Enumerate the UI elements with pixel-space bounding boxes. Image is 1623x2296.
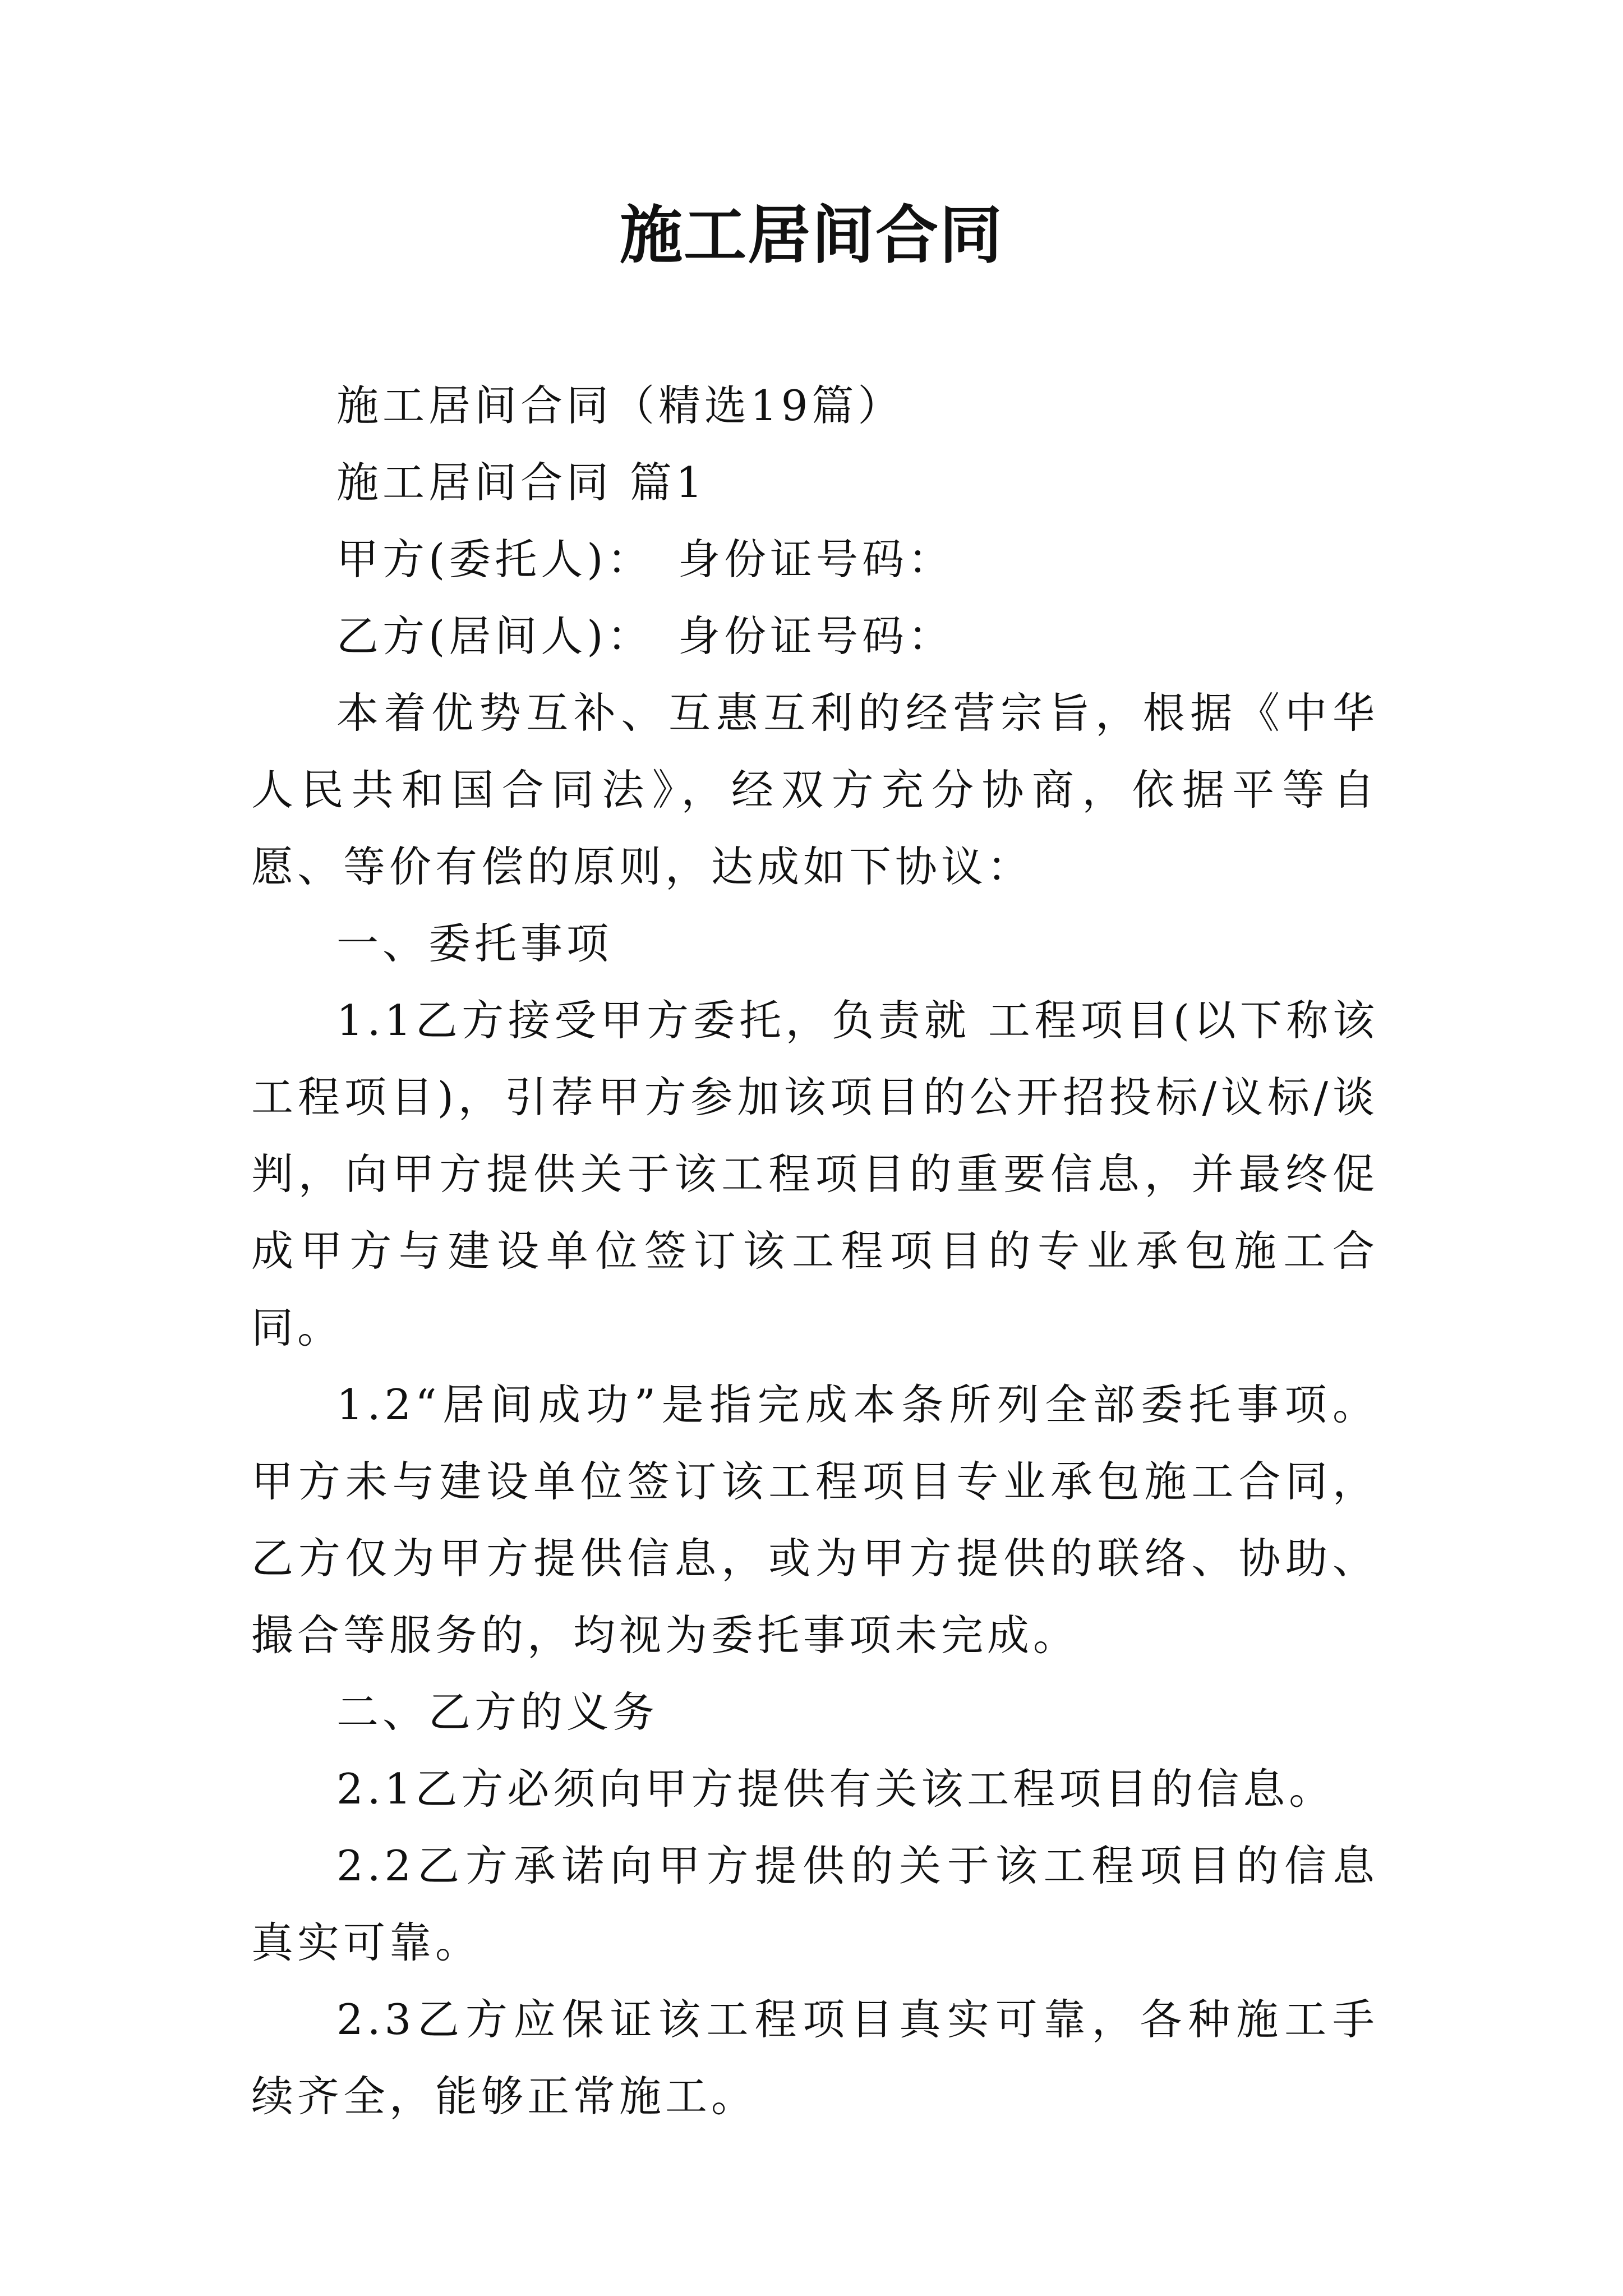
paragraph-preamble: 本着优势互补、互惠互利的经营宗旨，根据《中华人民共和国合同法》，经双方充分协商，依据平等自愿、等价有偿的原则，达成如下协议： [251,688,1378,891]
paragraph-clause-2-2: 2.2乙方承诺向甲方提供的关于该工程项目的信息真实可靠。 [251,1841,1378,1967]
paragraph-party-a: 甲方(委托人)： 身份证号码： [336,535,955,584]
paragraph-heading-2: 二、乙方的义务 [336,1687,659,1737]
document-title: 施工居间合同 [620,199,1003,272]
paragraph-subtitle: 施工居间合同（精选19篇） [336,381,904,430]
paragraph-clause-1-2: 1.2“居间成功”是指完成本条所列全部委托事项。甲方未与建设单位签订该工程项目专业承包施工合同，乙方仅为甲方提供信息，或为甲方提供的联络、协助、撮合等服务的，均视为委托事项未完成。 [251,1380,1378,1660]
paragraph-heading-1: 一、委托事项 [336,919,613,968]
document-body [251,367,1378,2135]
paragraph-party-b: 乙方(居间人)： 身份证号码： [336,611,955,661]
paragraph-clause-2-3: 2.3乙方应保证该工程项目真实可靠，各种施工手续齐全，能够正常施工。 [251,1995,1378,2121]
paragraph-clause-2-1: 2.1乙方必须向甲方提供有关该工程项目的信息。 [336,1764,1335,1814]
paragraph-section-heading: 施工居间合同 篇1 [336,458,707,507]
paragraph-clause-1-1: 1.1乙方接受甲方委托，负责就 工程项目(以下称该工程项目)，引荐甲方参加该项目的公开招投标/议标/谈判，向甲方提供关于该工程项目的重要信息，并最终促成甲方与建设单位签订该工程项目的专业承包施工合同。 [251,996,1378,1352]
